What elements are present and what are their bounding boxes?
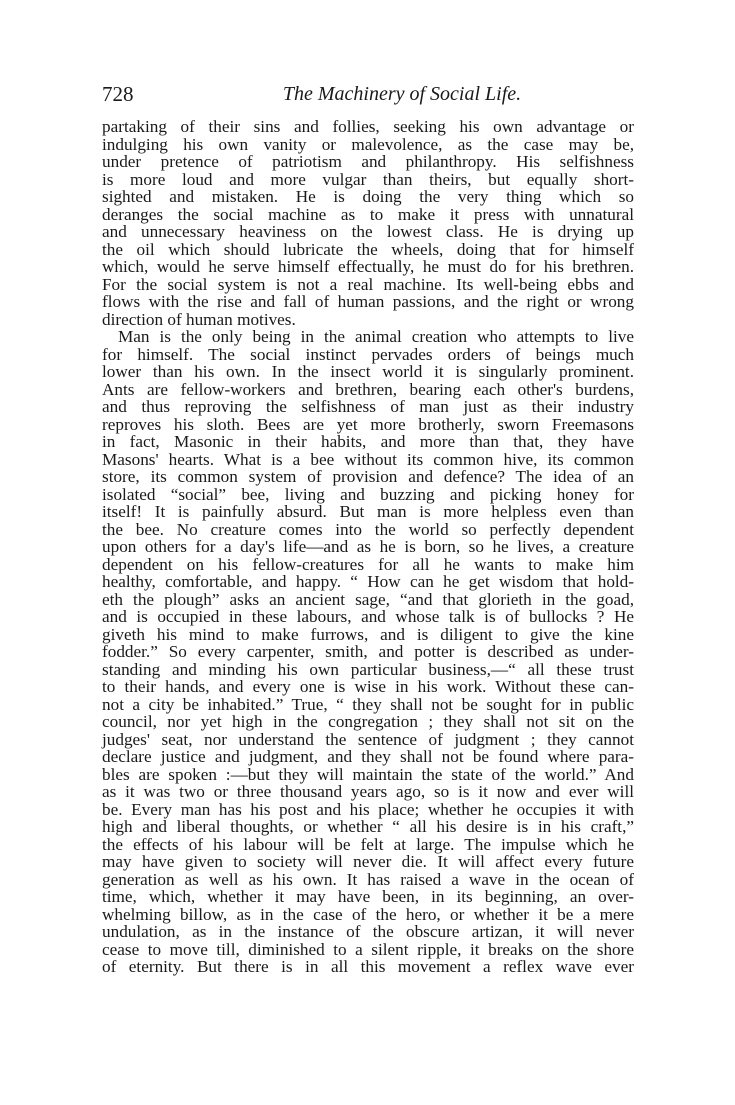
text-line: healthy, comfortable, and happy. “ How can he get wisdom that hold- [102,572,634,591]
text-line: judges' seat, nor understand the sentence of judgment ; they cannot [102,729,634,749]
text-line: declare justice and judgment, and they shall not be found where para- [102,747,634,766]
text-line: fodder.” So every carpenter, smith, and potter is described as under- [102,642,634,661]
text-line: in fact, Masonic in their habits, and more than that, they have [102,432,634,451]
body-text [102,118,634,976]
text-line: sighted and mistaken. He is doing the very thing which so [102,187,634,206]
text-line: generation as well as his own. It has raised a wave in the ocean of [102,869,634,889]
text-line: eth the plough” asks an ancient sage, “and that glorieth in the goad, [102,589,634,609]
text-line: council, nor yet high in the congregation ; they shall not sit on the [102,712,634,731]
text-line: store, its common system of provision and defence? The idea of an [102,467,634,486]
text-line: Masons' hearts. What is a bee without its common hive, its common [102,449,634,469]
running-title: The Machinery of Social Life. [282,83,522,105]
text-line: for himself. The social instinct pervades orders of beings much [102,344,634,364]
text-line: For the social system is not a real machine. Its well-being ebbs and [102,274,634,294]
page-number: 728 [102,82,134,106]
text-line: may have given to society will never die. It will affect every future [102,852,634,871]
text-line: be. Every man has his post and his place; whether he occupies it with [102,799,634,819]
text-line: giveth his mind to make furrows, and is diligent to give the kine [102,624,634,644]
text-line: indulging his own vanity or malevolence, as the case may be, [102,134,634,154]
text-line: bles are spoken :—but they will maintain the state of the world.” And [102,764,634,784]
text-line: upon others for a day's life—and as he is born, so he lives, a creature [102,537,634,556]
text-line: and is occupied in these labours, and whose talk is of bullocks ? He [102,607,634,626]
text-line: standing and minding his own particular business,—“ all these trust [102,659,634,679]
text-line: under pretence of patriotism and philanthropy. His selfishness [102,152,634,171]
text-line: deranges the social machine as to make it press with unnatural [102,204,634,224]
text-line: flows with the rise and fall of human passions, and the right or wrong [102,292,634,311]
paragraph-start-line: Man is the only being in the animal creation who attempts to live [118,327,634,346]
text-line: partaking of their sins and follies, seeking his own advantage or [102,117,634,136]
text-line: which, would he serve himself effectually, he must do for his brethren. [102,257,634,276]
text-line: whelming billow, as in the case of the hero, or whether it be a mere [102,904,634,924]
text-line: reproves his sloth. Bees are yet more brotherly, sworn Freemasons [102,414,634,434]
text-line: the effects of his labour will be felt at large. The impulse which he [102,834,634,854]
text-line: itself! It is painfully absurd. But man is more helpless even than [102,502,634,521]
text-line: cease to move till, diminished to a silent ripple, it breaks on the shore [102,939,634,959]
text-line: is more loud and more vulgar than theirs, but equally short- [102,169,634,189]
text-line: high and liberal thoughts, or whether “ all his desire is in his craft,” [102,817,634,836]
text-line: the bee. No creature comes into the world so perfectly dependent [102,519,634,539]
text-line: not a city be inhabited.” True, “ they shall not be sought for in public [102,694,634,714]
text-line: direction of human motives. [102,309,296,329]
text-line: undulation, as in the instance of the obscure artizan, it will never [102,922,634,941]
text-line: to their hands, and every one is wise in his work. Without these can- [102,677,634,696]
text-line: and unnecessary heaviness on the lowest class. He is drying up [102,222,634,241]
text-line: of eternity. But there is in all this movement a reflex wave ever [102,957,634,976]
text-line: as it was two or three thousand years ago, so is it now and ever will [102,782,634,801]
text-line: time, which, whether it may have been, in its beginning, an over- [102,887,634,906]
text-line: dependent on his fellow-creatures for all he wants to make him [102,554,634,574]
text-line: and thus reproving the selfishness of man just as their industry [102,397,634,416]
text-line: the oil which should lubricate the wheels, doing that for himself [102,239,634,259]
text-line: isolated “social” bee, living and buzzing and picking honey for [102,484,634,504]
page-header [102,80,642,108]
text-line: Ants are fellow-workers and brethren, bearing each other's burdens, [102,379,634,399]
text-line: lower than his own. In the insect world it is singularly prominent. [102,362,634,381]
